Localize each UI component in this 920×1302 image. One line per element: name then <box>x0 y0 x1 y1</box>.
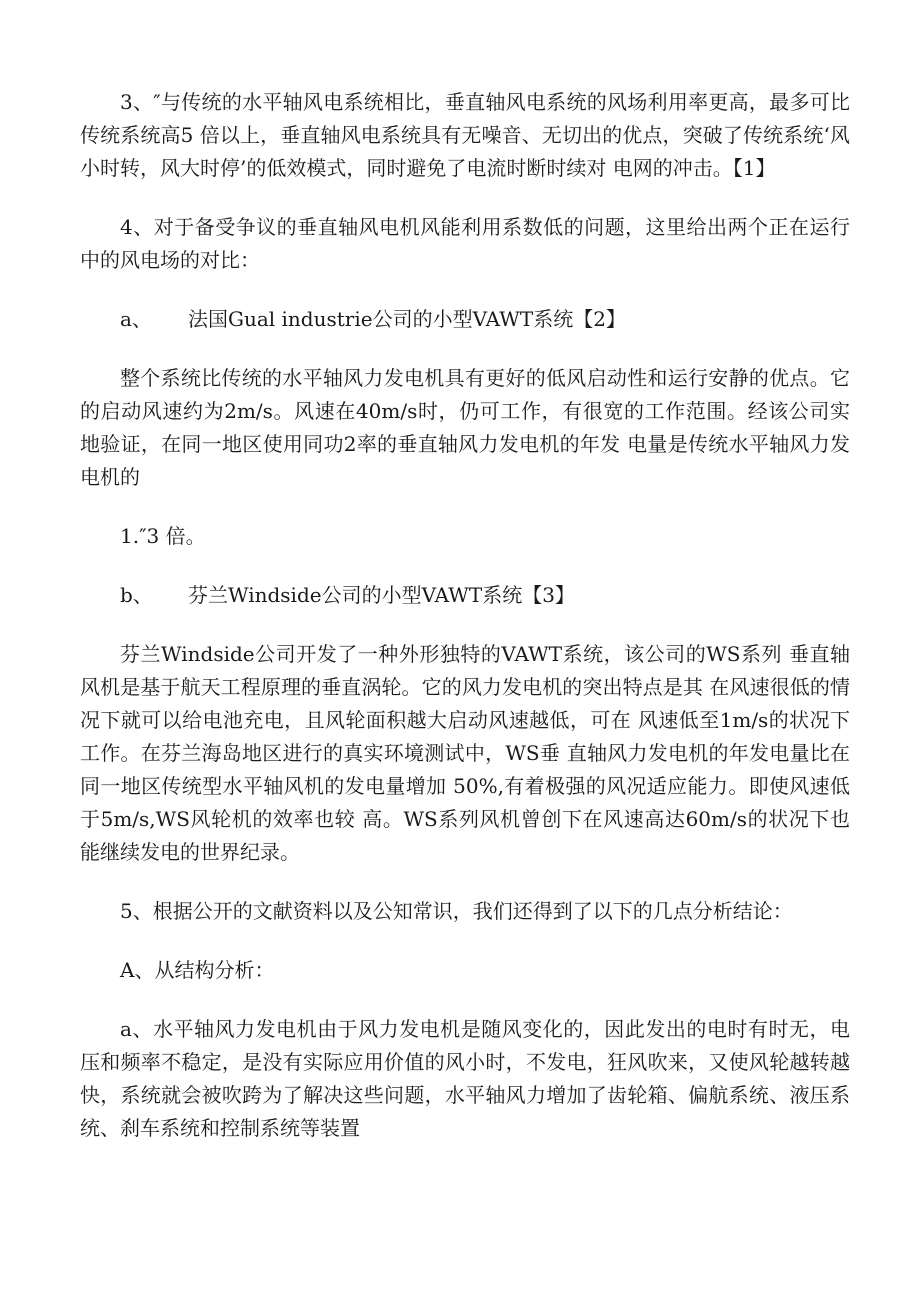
paragraph-b-body: 芬兰Windside公司开发了一种外形独特的VAWT系统，该公司的WS系列 垂直轴风机是基于航天工程原理的垂直涡轮。它的风力发电机的突出特点是其 在风速很低的情况下就可以给电池充电，且风轮面积越大启动风速越低，可在 风速低至1m/s的状况下工作。在芬兰海岛地区进行的真实环境测试中，WS垂 直轴风力发电机的年发电量比在同一地区传统型水平轴风机的发电量增加 50%,有着极强的风况适应能力。即使风速低于5m/s,WS风轮机的效率也较 高。WS系列风机曾创下在风速高达60m/s的状况下也能继续发电的世界纪录。 <box>80 642 850 864</box>
paragraph-a-tail: 1.″3 倍。 <box>120 524 206 548</box>
list-item-b-text: 芬兰Windside公司的小型VAWT系统【3】 <box>188 583 575 607</box>
section-heading-a: A、从结构分析： <box>120 958 275 982</box>
list-item-b <box>80 579 850 612</box>
paragraph-structure-a: a、水平轴风力发电机由于风力发电机是随风变化的，因此发出的电时有时无，电压和频率不稳定，是没有实际应用价值的风小时，不发电，狂风吹来，又使风轮越转越快，系统就会被吹跨为了解决这些问题，水平轴风力增加了齿轮箱、偏航系统、液压系统、刹车系统和控制系统等装置 <box>80 1017 850 1140</box>
list-marker-b: b、 <box>120 583 153 607</box>
paragraph-4: 4、对于备受争议的垂直轴风电机风能利用系数低的问题，这里给出两个正在运行中的风电场的对比： <box>80 215 850 272</box>
list-item-a-text: 法国Gual industrie公司的小型VAWT系统【2】 <box>188 307 626 331</box>
paragraph-5: 5、根据公开的文献资料以及公知常识，我们还得到了以下的几点分析结论： <box>120 899 793 923</box>
list-item-a <box>80 303 850 336</box>
list-marker-a: a、 <box>120 307 152 331</box>
paragraph-3: 3、″与传统的水平轴风电系统相比，垂直轴风电系统的风场利用率更高，最多可比传统系统高5 倍以上，垂直轴风电系统具有无噪音、无切出的优点，突破了传统系统‘风小时转，风大时停’的低效模式，同时避免了电流时断时续对 电网的冲击。【1】 <box>80 90 850 180</box>
paragraph-a-body: 整个系统比传统的水平轴风力发电机具有更好的低风启动性和运行安静的优点。它的启动风速约为2m/s。风速在40m/s时，仍可工作，有很宽的工作范围。经该公司实地验证，在同一地区使用同功2率的垂直轴风力发电机的年发 电量是传统水平轴风力发电机的 <box>80 366 850 489</box>
